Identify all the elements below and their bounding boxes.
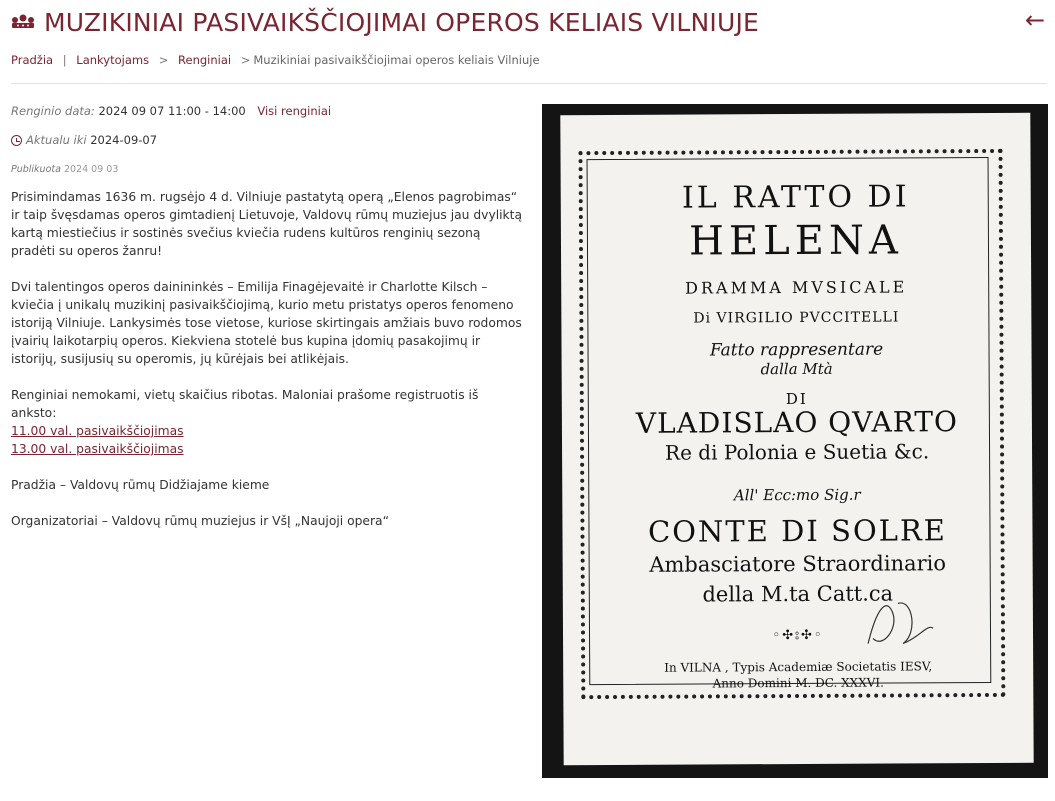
poster-paper [560,113,1033,765]
valid-until-row [11,133,157,147]
breadcrumb-current: Muzikiniai pasivaikščiojimai operos keliais Vilniuje [253,53,540,67]
poster-line: dalla Mtà [760,359,833,379]
paragraph-organizers: Organizatoriai – Valdovų rūmų muziejus ir VšĮ „Naujoji opera“ [11,514,389,528]
registration-link-11[interactable]: 11.00 val. pasivaikščiojimas [11,424,184,438]
breadcrumb [11,53,540,67]
breadcrumb-link-visitors[interactable]: Lankytojams [76,53,150,67]
breadcrumb-link-events[interactable]: Renginiai [178,53,232,67]
registration-block [11,386,526,458]
breadcrumb-separator: > [158,53,169,67]
event-date-row [11,104,331,118]
poster-line: DRAMMA MVSICALE [685,277,908,298]
opera-title-page-image [542,104,1048,778]
breadcrumb-separator: | [62,53,67,67]
page-header [0,0,1055,48]
poster-line: DI [785,389,808,409]
registration-link-13[interactable]: 13.00 val. pasivaikščiojimas [11,442,184,456]
arrow-left-icon[interactable]: ← [1024,6,1046,34]
breadcrumb-link-home[interactable]: Pradžia [11,53,54,67]
published-value: 2024 09 03 [63,164,119,175]
paragraph-start-location: Pradžia – Valdovų rūmų Didžiajame kieme [11,478,270,492]
published-row [11,164,118,175]
poster-line: CONTE DI SOLRE [647,513,948,549]
paragraph-registration: Renginiai nemokami, vietų skaičius ribotas. Maloniai prašome registruotis iš anksto: [11,388,479,420]
poster-line: VLADISLAO QVARTO [635,405,959,440]
poster-line: Re di Polonia e Suetia &c. [664,439,930,465]
event-description [11,188,526,548]
event-date-label: Renginio data: [11,104,95,118]
poster-line: Fatto rappresentare [709,339,884,361]
poster-line: In VILNA , Typis Academiæ Societatis IESV, [664,659,933,675]
paragraph-intro: Prisimindamas 1636 m. rugsėjo 4 d. Vilniuje pastatytą operą „Elenos pagrobimas“ ir taip švęsdamas operos gimtadienį Lietuvoje, Valdovų rūmų muziejus jau dvyliktą kartą miestiečius ir sostinės svečius kviečia rudens kultūros renginių sezoną pradėti su operos žanru! [11,190,523,258]
published-label: Publikuota [11,164,61,175]
divider [11,83,1047,84]
paragraph-singers: Dvi talentingos operos dainininkės – Emilija Finagėjevaitė ir Charlotte Kilsch – kviečia į unikalų muzikinį pasivaikščiojimą, kurio metu pristatys operos fenomeno istoriją Vilniuje. Lankysimės tose vietose, kuriose skirtingais amžiais buvo rodomos įvairių laikotarpių operos. Kiekviena stotelė bus kupina įdomių pasakojimų ir istorijų, susijusių su operomis, jų kūrėjais bei atlikėjais. [11,280,522,366]
poster-line: All' Ecc:mo Sig.r [733,485,861,505]
poster-line: della M.ta Catt.ca [702,581,894,607]
breadcrumb-separator: > [240,53,251,67]
handwritten-signature [858,593,938,653]
poster-ornament: ◦✣⦂✣◦ [772,627,824,644]
poster-line: Anno Domini M. DC. XXXVI. [712,675,885,691]
poster-line: Di VIRGILIO PVCCITELLI [693,309,900,327]
poster-line: Ambasciatore Straordinario [649,551,947,577]
valid-until-value: 2024-09-07 [90,133,158,147]
event-date-value: 2024 09 07 11:00 - 14:00 [98,104,246,118]
page-title: MUZIKINIAI PASIVAIKŠČIOJIMAI OPEROS KELIAIS VILNIUJE [44,8,760,37]
clock-icon [11,135,22,146]
poster-line: HELENA [688,217,903,265]
poster-line: IL RATTO DI [681,179,910,216]
valid-until-label: Aktualu iki [26,133,87,147]
all-events-link[interactable]: Visi renginiai [257,104,332,118]
crown-icon [11,14,35,30]
